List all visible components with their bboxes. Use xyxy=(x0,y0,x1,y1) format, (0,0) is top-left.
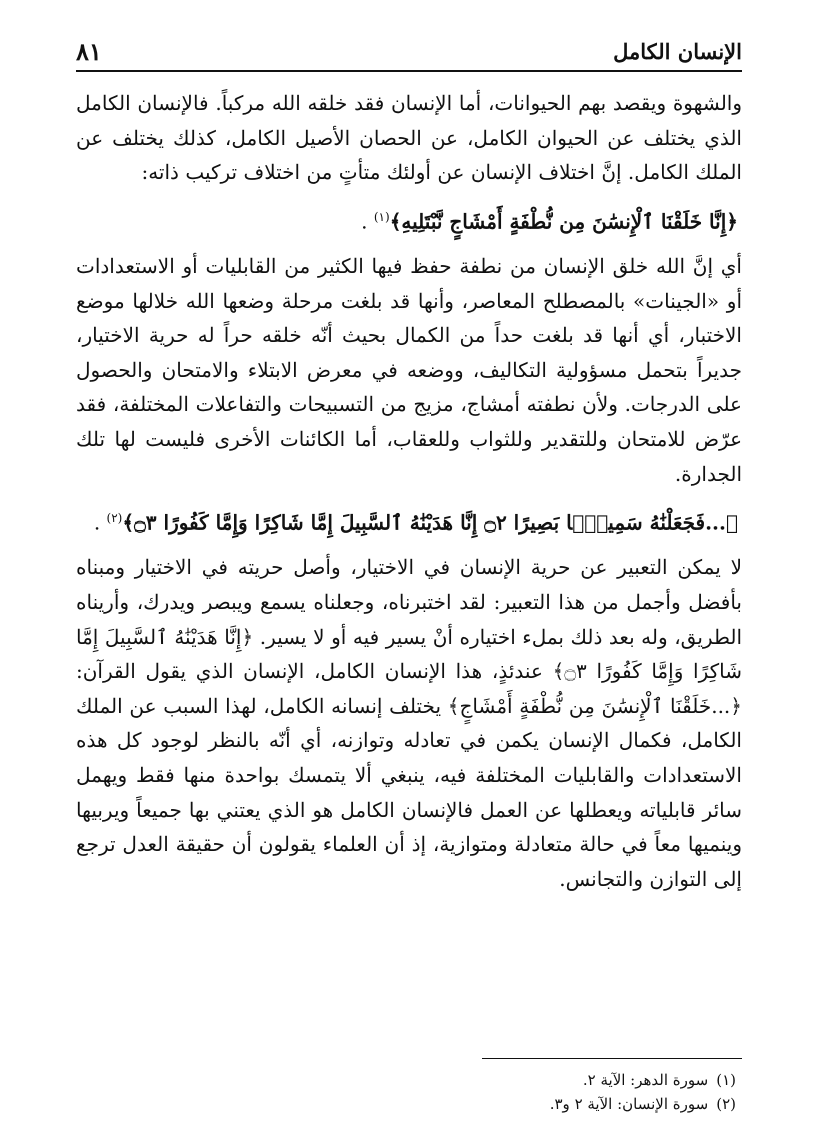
quran-verse-1: ﴿إِنَّا خَلَقْنَا ٱلْإِنسَٰنَ مِن نُّطْفَةٍ أَمْشَاجٍ نَّبْتَلِيهِ﴾$^{(١)}$ . xyxy=(361,209,738,234)
spacer xyxy=(76,190,742,200)
spacer xyxy=(76,491,742,501)
page-header xyxy=(76,30,742,66)
paragraph-2: أي إنَّ الله خلق الإنسان من نطفة حفظ فيها الكثير من القابليات أو الاستعدادات أو «الجينات» بالمصطلح المعاصر، وأنها قد بلغت مرحلة وضعها الله خلالها موضع الاختبار، أي أنها قد بلغت حداً من الكمال بحيث أنّه خلقه حراً له حرية الاختيار، جديراً بتحمل مسؤولية التكاليف، ووضعه في معرض الابتلاء والامتحان والحصول على الدرجات. ولأن نطفته أمشاج، مزيج من التسبيحات والتفاعلات المختلفة، فقد عرّض للامتحان وللتقدير وللثواب وللعقاب، أما الكائنات الأخرى فليست لها تلك الجدارة. xyxy=(76,254,742,486)
footnote-ref-2[interactable]: (٢) xyxy=(106,511,123,526)
footnote-1-text: سورة الدهر: الآية ٢. xyxy=(582,1071,709,1089)
paragraph-3-part-b: عندئذٍ، هذا الإنسان الكامل، الإنسان الذي يقول القرآن: xyxy=(76,659,543,684)
paragraph-3-part-a: لا يمكن التعبير عن حرية الإنسان في الاختيار، وأصل حريته في الاختيار ومبناه بأفضل وأجمل من هذا التعبير: لقد اختبرناه، وجعلناه يسمع ويبصر ويدرك، وأريناه الطريق، وله بعد ذلك بملء اختياره أنْ يسير فيه أو لا يسير. xyxy=(76,555,743,649)
footnote-2-text: سورة الإنسان: الآية ٢ و٣. xyxy=(549,1095,709,1113)
body-text xyxy=(76,86,742,896)
paragraph-3 xyxy=(76,550,742,896)
footnote-1 xyxy=(76,1068,736,1092)
page-number: ٨١ xyxy=(76,37,102,66)
header-rule xyxy=(76,70,742,72)
footnotes xyxy=(76,1068,736,1116)
footnote-1-marker: (١) xyxy=(716,1071,736,1089)
footnote-ref-1[interactable]: (١) xyxy=(373,209,390,224)
footnote-2 xyxy=(76,1092,736,1116)
verse-1-text: ﴿إِنَّا خَلَقْنَا ٱلْإِنسَٰنَ مِن نُّطْفَةٍ أَمْشَاجٍ نَّبْتَلِيهِ﴾ xyxy=(389,209,738,234)
paragraph-3-part-c: يختلف إنسانه الكامل، لهذا السبب عن الملك الكامل، فكمال الإنسان يكمن في تعادله وتوازنه، أي أنّه بالنظر لوجود كل هذه الاستعدادات والقابليات المختلفة فيه، ينبغي ألا يتمسك بواحدة منها فقط ويهمل سائر قابلياته ويعطلها عن العمل فالإنسان الكامل هو الذي يعتني بها جميعاً ويربيها وينميها معاً في حالة متعادلة ومتوازية، إذ أن العلماء يقولون أن حقيقة العدل ترجع إلى التوازن والتجانس. xyxy=(76,693,742,891)
inline-verse-2: ﴿...خَلَقْنَا ٱلْإِنسَٰنَ مِن نُّطْفَةٍ أَمْشَاجٍ﴾ xyxy=(447,693,743,718)
quran-verse-2: ﴿...فَجَعَلْنَٰهُ سَمِيعًۢا بَصِيرًا ۝٢ إِنَّا هَدَيْنَٰهُ ٱلسَّبِيلَ إِمَّا شَاكِرًا وَإِمَّا كَفُورًا ۝٣﴾$^{(٢)}$ . xyxy=(93,510,738,535)
inline-verse-1: ﴿إِنَّا هَدَيْنَٰهُ ٱلسَّبِيلَ إِمَّا شَاكِرًا وَإِمَّا كَفُورًا ۝٣﴾ xyxy=(76,624,742,684)
spacer xyxy=(76,239,742,249)
running-title: الإنسان الكامل xyxy=(613,39,742,64)
footnote-2-marker: (٢) xyxy=(716,1095,736,1113)
verse-2-text: ﴿...فَجَعَلْنَٰهُ سَمِيعًۢا بَصِيرًا ۝٢ إِنَّا هَدَيْنَٰهُ ٱلسَّبِيلَ إِمَّا شَاكِرًا وَإِمَّا كَفُورًا ۝٣﴾ xyxy=(122,510,738,535)
spacer xyxy=(76,540,742,550)
paragraph-1: والشهوة ويقصد بهم الحيوانات، أما الإنسان فقد خلقه الله مركباً. فالإنسان الكامل الذي يختلف عن الحيوان الكامل، عن الحصان الأصيل الكامل، كذلك يختلف عن الملك الكامل. إنَّ اختلاف الإنسان عن أولئك متأتٍ من اختلاف تركيب ذاته: xyxy=(76,91,742,185)
footnote-divider xyxy=(482,1058,742,1059)
